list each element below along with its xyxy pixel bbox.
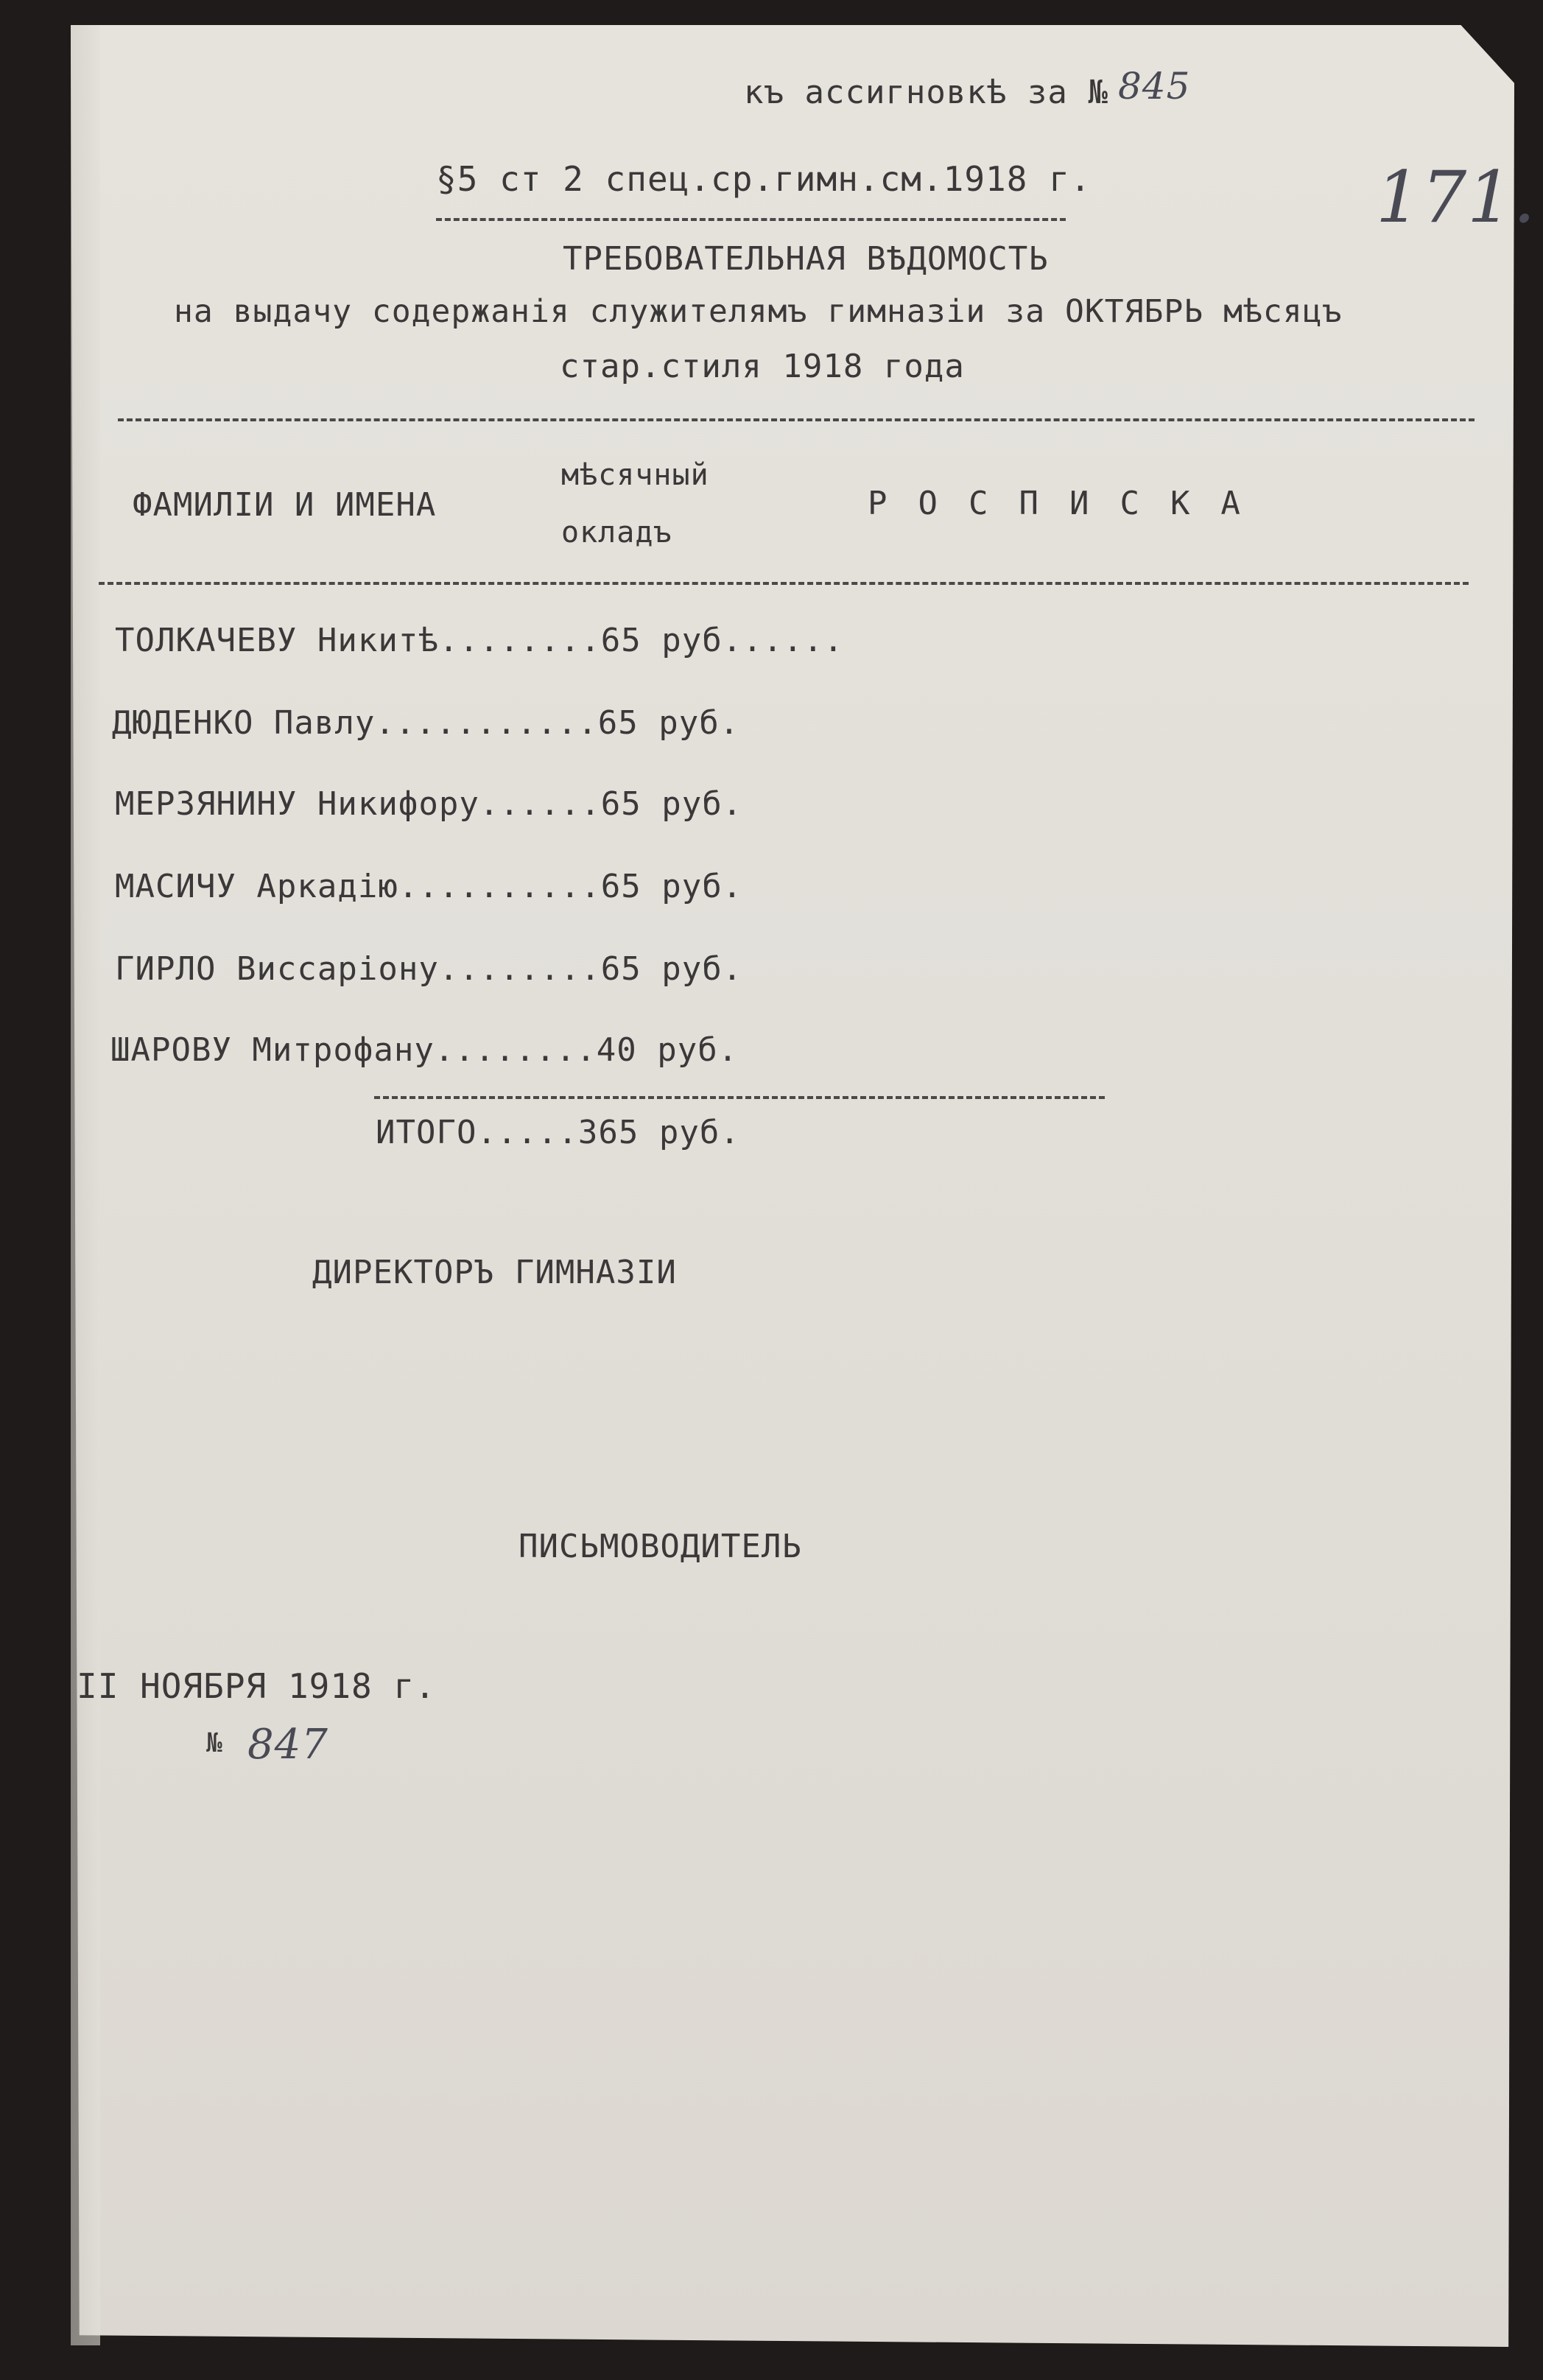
column-salary-header-2: окладъ xyxy=(561,516,672,550)
header-rule-bottom xyxy=(99,582,1469,585)
column-salary-header: мѣсячный xyxy=(561,458,709,492)
assignment-number: 845 xyxy=(1118,65,1191,108)
document-subtitle: на выдачу содержанія служителямъ гимназіи за ОКТЯБРЬ мѣсяцъ xyxy=(174,293,1343,330)
reference-line: §5 ст 2 спец.ср.гимн.см.1918 г. xyxy=(436,159,1092,199)
column-names-header: ФАМИЛІИ И ИМЕНА xyxy=(133,486,437,524)
header-rule-top xyxy=(118,418,1475,421)
outgoing-number-label: № xyxy=(206,1728,223,1758)
column-receipt-header: РОСПИСКА xyxy=(868,485,1271,522)
document-title: ТРЕБОВАТЕЛЬНАЯ ВѢДОМОСТЬ xyxy=(563,240,1049,278)
outgoing-number: 847 xyxy=(247,1721,328,1769)
table-row: ТОЛКАЧЕВУ Никитѣ........65 руб...... xyxy=(115,622,844,659)
total-rule xyxy=(374,1096,1105,1099)
table-row: ДЮДЕНКО Павлу...........65 руб. xyxy=(112,704,740,742)
paper-edge xyxy=(71,25,100,2345)
assignment-label: къ ассигновкѣ за № xyxy=(744,74,1108,111)
director-signature-label: ДИРЕКТОРЪ ГИМНАЗІИ xyxy=(312,1254,677,1291)
table-row: МАСИЧУ Аркадію..........65 руб. xyxy=(115,868,743,905)
table-row: МЕРЗЯНИНУ Никифору......65 руб. xyxy=(115,785,743,823)
document-date: II НОЯБРЯ 1918 г. xyxy=(77,1666,436,1706)
page-number: 171. xyxy=(1376,156,1536,239)
table-row: ГИРЛО Виссаріону........65 руб. xyxy=(115,950,743,988)
table-row: ШАРОВУ Митрофану........40 руб. xyxy=(110,1031,739,1069)
reference-underline xyxy=(436,218,1066,221)
total-row: ИТОГО.....365 руб. xyxy=(376,1114,740,1151)
document-period: стар.стиля 1918 года xyxy=(560,348,965,385)
clerk-signature-label: ПИСЬМОВОДИТЕЛЬ xyxy=(519,1528,802,1565)
